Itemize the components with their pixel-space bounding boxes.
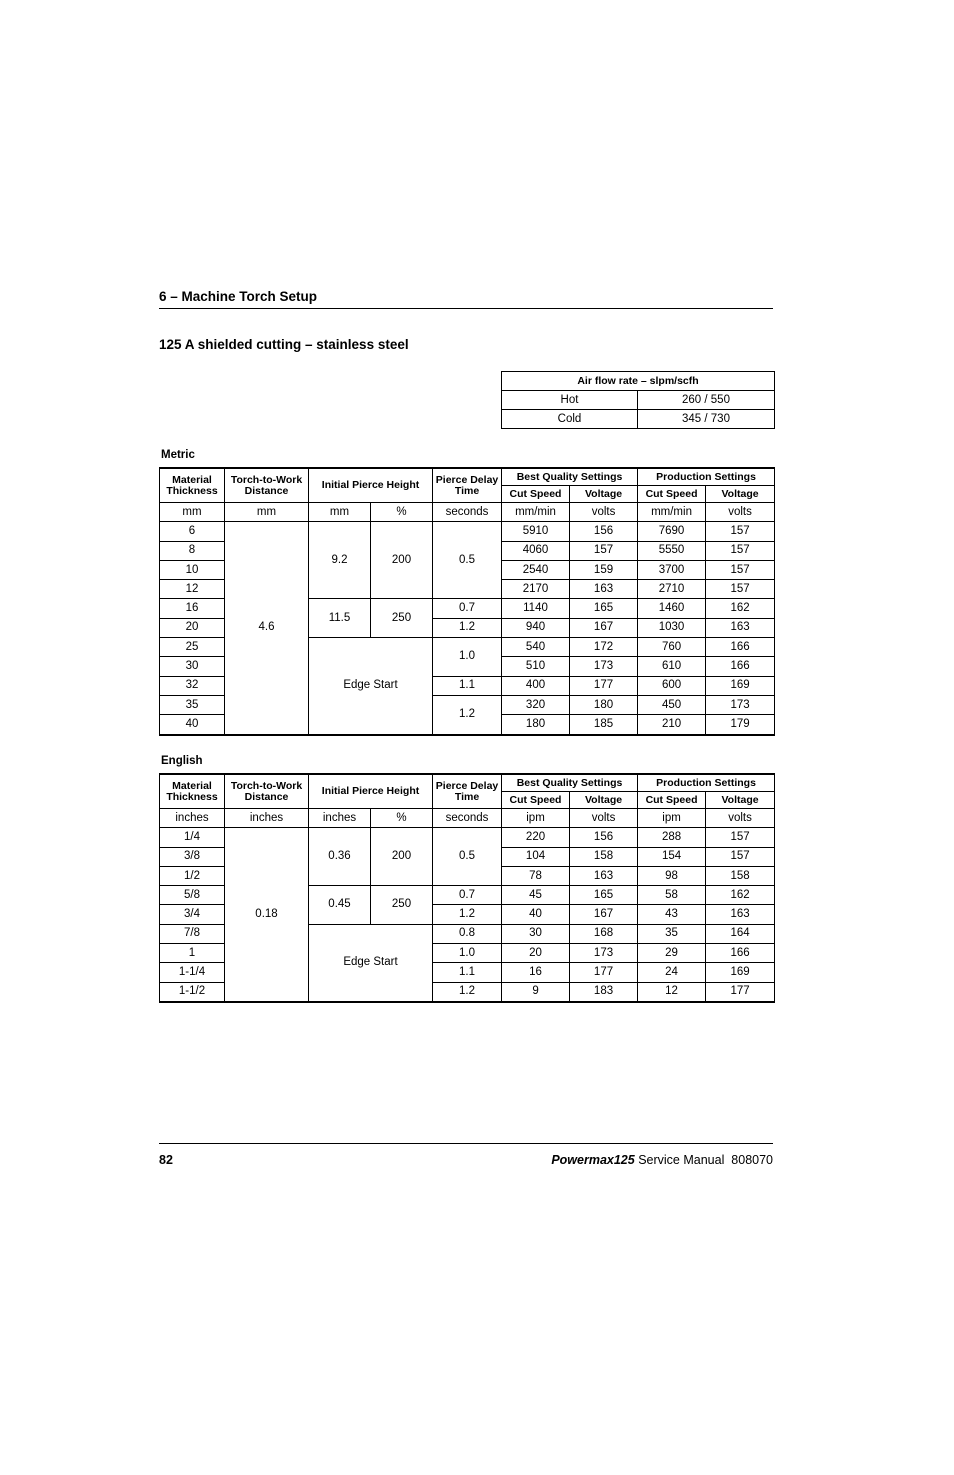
delay-cell: 1.2 xyxy=(433,618,502,637)
units-row xyxy=(160,503,775,522)
delay-cell: 0.7 xyxy=(433,886,502,905)
pierce-percent-cell: 250 xyxy=(371,599,433,638)
unit-cell: % xyxy=(371,809,433,828)
best-voltage-cell: 156 xyxy=(570,522,638,541)
unit-cell: volts xyxy=(570,503,638,522)
thickness-cell: 1-1/2 xyxy=(160,982,225,1002)
best-voltage-cell: 173 xyxy=(570,944,638,963)
airflow-value: 260 / 550 xyxy=(638,391,775,410)
unit-cell: mm xyxy=(225,503,309,522)
header-torch-to-work: Torch-to-Work Distance xyxy=(225,774,309,809)
airflow-value: 345 / 730 xyxy=(638,410,775,429)
prod-voltage-cell: 162 xyxy=(706,886,775,905)
footer-title xyxy=(551,1153,773,1167)
thickness-cell: 16 xyxy=(160,599,225,618)
header-voltage: Voltage xyxy=(706,792,775,809)
table-row xyxy=(160,828,775,847)
edge-start-cell: Edge Start xyxy=(309,924,433,1002)
best-voltage-cell: 185 xyxy=(570,715,638,735)
prod-voltage-cell: 179 xyxy=(706,715,775,735)
header-best-quality: Best Quality Settings xyxy=(502,468,638,486)
header-cut-speed: Cut Speed xyxy=(502,792,570,809)
prod-voltage-cell: 164 xyxy=(706,924,775,943)
best-speed-cell: 4060 xyxy=(502,541,570,560)
best-voltage-cell: 173 xyxy=(570,657,638,676)
pierce-height-cell: 9.2 xyxy=(309,522,371,599)
table-row xyxy=(502,410,775,429)
best-speed-cell: 540 xyxy=(502,638,570,657)
header-pierce-delay: Pierce Delay Time xyxy=(433,468,502,503)
delay-cell: 1.2 xyxy=(433,982,502,1002)
thickness-cell: 8 xyxy=(160,541,225,560)
unit-cell: volts xyxy=(706,503,775,522)
header-voltage: Voltage xyxy=(706,486,775,503)
prod-speed-cell: 5550 xyxy=(638,541,706,560)
unit-cell: seconds xyxy=(433,503,502,522)
header-pierce-delay: Pierce Delay Time xyxy=(433,774,502,809)
thickness-cell: 40 xyxy=(160,715,225,735)
best-speed-cell: 45 xyxy=(502,886,570,905)
manual-info: Service Manual 808070 xyxy=(634,1153,773,1167)
pierce-percent-cell: 250 xyxy=(371,886,433,925)
product-name: Powermax125 xyxy=(551,1153,635,1167)
best-voltage-cell: 165 xyxy=(570,886,638,905)
pierce-percent-cell: 200 xyxy=(371,828,433,886)
prod-speed-cell: 2710 xyxy=(638,580,706,599)
prod-speed-cell: 1460 xyxy=(638,599,706,618)
delay-cell: 1.1 xyxy=(433,676,502,695)
header-best-quality: Best Quality Settings xyxy=(502,774,638,792)
best-voltage-cell: 177 xyxy=(570,963,638,982)
distance-cell: 0.18 xyxy=(225,828,309,1002)
prod-speed-cell: 98 xyxy=(638,866,706,885)
best-speed-cell: 320 xyxy=(502,695,570,714)
unit-cell: % xyxy=(371,503,433,522)
prod-voltage-cell: 173 xyxy=(706,695,775,714)
unit-cell: mm xyxy=(160,503,225,522)
best-voltage-cell: 159 xyxy=(570,560,638,579)
best-voltage-cell: 158 xyxy=(570,847,638,866)
header-cut-speed: Cut Speed xyxy=(502,486,570,503)
prod-speed-cell: 288 xyxy=(638,828,706,847)
header-cut-speed: Cut Speed xyxy=(638,792,706,809)
airflow-label: Hot xyxy=(502,391,638,410)
prod-voltage-cell: 162 xyxy=(706,599,775,618)
table-row xyxy=(502,391,775,410)
prod-speed-cell: 610 xyxy=(638,657,706,676)
header-material-thickness: Material Thickness xyxy=(160,774,225,809)
english-table xyxy=(159,773,775,1003)
thickness-cell: 10 xyxy=(160,560,225,579)
thickness-cell: 5/8 xyxy=(160,886,225,905)
header-production: Production Settings xyxy=(638,468,775,486)
prod-voltage-cell: 166 xyxy=(706,657,775,676)
unit-cell: ipm xyxy=(638,809,706,828)
thickness-cell: 1-1/4 xyxy=(160,963,225,982)
prod-speed-cell: 24 xyxy=(638,963,706,982)
prod-speed-cell: 7690 xyxy=(638,522,706,541)
prod-voltage-cell: 163 xyxy=(706,905,775,924)
airflow-table xyxy=(501,371,775,429)
header-production: Production Settings xyxy=(638,774,775,792)
thickness-cell: 30 xyxy=(160,657,225,676)
prod-voltage-cell: 166 xyxy=(706,638,775,657)
prod-voltage-cell: 157 xyxy=(706,560,775,579)
footer-divider xyxy=(159,1143,773,1144)
thickness-cell: 1 xyxy=(160,944,225,963)
prod-voltage-cell: 177 xyxy=(706,982,775,1002)
delay-cell: 0.7 xyxy=(433,599,502,618)
header-torch-to-work: Torch-to-Work Distance xyxy=(225,468,309,503)
best-speed-cell: 1140 xyxy=(502,599,570,618)
pierce-height-cell: 0.36 xyxy=(309,828,371,886)
best-speed-cell: 20 xyxy=(502,944,570,963)
pierce-height-cell: 11.5 xyxy=(309,599,371,638)
thickness-cell: 7/8 xyxy=(160,924,225,943)
unit-cell: inches xyxy=(309,809,371,828)
delay-cell: 1.0 xyxy=(433,638,502,677)
prod-voltage-cell: 158 xyxy=(706,866,775,885)
best-voltage-cell: 167 xyxy=(570,905,638,924)
prod-speed-cell: 35 xyxy=(638,924,706,943)
prod-voltage-cell: 169 xyxy=(706,963,775,982)
unit-cell: mm xyxy=(309,503,371,522)
delay-cell: 0.5 xyxy=(433,522,502,599)
best-voltage-cell: 165 xyxy=(570,599,638,618)
best-voltage-cell: 163 xyxy=(570,580,638,599)
thickness-cell: 1/2 xyxy=(160,866,225,885)
prod-voltage-cell: 166 xyxy=(706,944,775,963)
thickness-cell: 3/4 xyxy=(160,905,225,924)
header-cut-speed: Cut Speed xyxy=(638,486,706,503)
unit-cell: ipm xyxy=(502,809,570,828)
best-voltage-cell: 156 xyxy=(570,828,638,847)
best-voltage-cell: 168 xyxy=(570,924,638,943)
units-row xyxy=(160,809,775,828)
prod-speed-cell: 760 xyxy=(638,638,706,657)
table-row xyxy=(160,522,775,541)
best-speed-cell: 9 xyxy=(502,982,570,1002)
prod-voltage-cell: 163 xyxy=(706,618,775,637)
thickness-cell: 25 xyxy=(160,638,225,657)
best-speed-cell: 40 xyxy=(502,905,570,924)
best-voltage-cell: 177 xyxy=(570,676,638,695)
best-speed-cell: 180 xyxy=(502,715,570,735)
best-voltage-cell: 180 xyxy=(570,695,638,714)
prod-voltage-cell: 157 xyxy=(706,828,775,847)
best-speed-cell: 16 xyxy=(502,963,570,982)
english-label: English xyxy=(161,755,203,767)
best-speed-cell: 400 xyxy=(502,676,570,695)
thickness-cell: 32 xyxy=(160,676,225,695)
best-speed-cell: 2540 xyxy=(502,560,570,579)
unit-cell: mm/min xyxy=(638,503,706,522)
prod-voltage-cell: 157 xyxy=(706,580,775,599)
pierce-height-cell: 0.45 xyxy=(309,886,371,925)
prod-speed-cell: 210 xyxy=(638,715,706,735)
best-speed-cell: 940 xyxy=(502,618,570,637)
prod-voltage-cell: 157 xyxy=(706,541,775,560)
thickness-cell: 35 xyxy=(160,695,225,714)
best-speed-cell: 78 xyxy=(502,866,570,885)
prod-speed-cell: 43 xyxy=(638,905,706,924)
prod-speed-cell: 600 xyxy=(638,676,706,695)
best-speed-cell: 220 xyxy=(502,828,570,847)
unit-cell: volts xyxy=(570,809,638,828)
metric-label: Metric xyxy=(161,449,195,461)
best-voltage-cell: 172 xyxy=(570,638,638,657)
thickness-cell: 20 xyxy=(160,618,225,637)
thickness-cell: 1/4 xyxy=(160,828,225,847)
prod-speed-cell: 154 xyxy=(638,847,706,866)
edge-start-cell: Edge Start xyxy=(309,638,433,735)
prod-speed-cell: 58 xyxy=(638,886,706,905)
prod-voltage-cell: 157 xyxy=(706,847,775,866)
thickness-cell: 6 xyxy=(160,522,225,541)
unit-cell: mm/min xyxy=(502,503,570,522)
delay-cell: 1.0 xyxy=(433,944,502,963)
prod-voltage-cell: 157 xyxy=(706,522,775,541)
prod-speed-cell: 12 xyxy=(638,982,706,1002)
best-voltage-cell: 167 xyxy=(570,618,638,637)
unit-cell: inches xyxy=(225,809,309,828)
best-speed-cell: 104 xyxy=(502,847,570,866)
prod-speed-cell: 1030 xyxy=(638,618,706,637)
pierce-percent-cell: 200 xyxy=(371,522,433,599)
header-voltage: Voltage xyxy=(570,486,638,503)
header-voltage: Voltage xyxy=(570,792,638,809)
delay-cell: 0.8 xyxy=(433,924,502,943)
best-speed-cell: 2170 xyxy=(502,580,570,599)
header-material-thickness: Material Thickness xyxy=(160,468,225,503)
airflow-title: Air flow rate – slpm/scfh xyxy=(502,372,775,391)
prod-speed-cell: 450 xyxy=(638,695,706,714)
distance-cell: 4.6 xyxy=(225,522,309,735)
header-initial-pierce-height: Initial Pierce Height xyxy=(309,774,433,809)
best-speed-cell: 30 xyxy=(502,924,570,943)
best-voltage-cell: 163 xyxy=(570,866,638,885)
page-number: 82 xyxy=(159,1153,173,1167)
prod-voltage-cell: 169 xyxy=(706,676,775,695)
chapter-heading: 6 – Machine Torch Setup xyxy=(159,289,318,304)
header-divider xyxy=(159,308,773,309)
unit-cell: seconds xyxy=(433,809,502,828)
metric-table xyxy=(159,467,775,736)
best-voltage-cell: 157 xyxy=(570,541,638,560)
section-title: 125 A shielded cutting – stainless steel xyxy=(159,337,409,352)
airflow-label: Cold xyxy=(502,410,638,429)
unit-cell: inches xyxy=(160,809,225,828)
delay-cell: 1.2 xyxy=(433,905,502,924)
prod-speed-cell: 3700 xyxy=(638,560,706,579)
unit-cell: volts xyxy=(706,809,775,828)
best-speed-cell: 5910 xyxy=(502,522,570,541)
header-initial-pierce-height: Initial Pierce Height xyxy=(309,468,433,503)
delay-cell: 1.2 xyxy=(433,695,502,734)
best-speed-cell: 510 xyxy=(502,657,570,676)
delay-cell: 1.1 xyxy=(433,963,502,982)
thickness-cell: 3/8 xyxy=(160,847,225,866)
delay-cell: 0.5 xyxy=(433,828,502,886)
thickness-cell: 12 xyxy=(160,580,225,599)
prod-speed-cell: 29 xyxy=(638,944,706,963)
best-voltage-cell: 183 xyxy=(570,982,638,1002)
